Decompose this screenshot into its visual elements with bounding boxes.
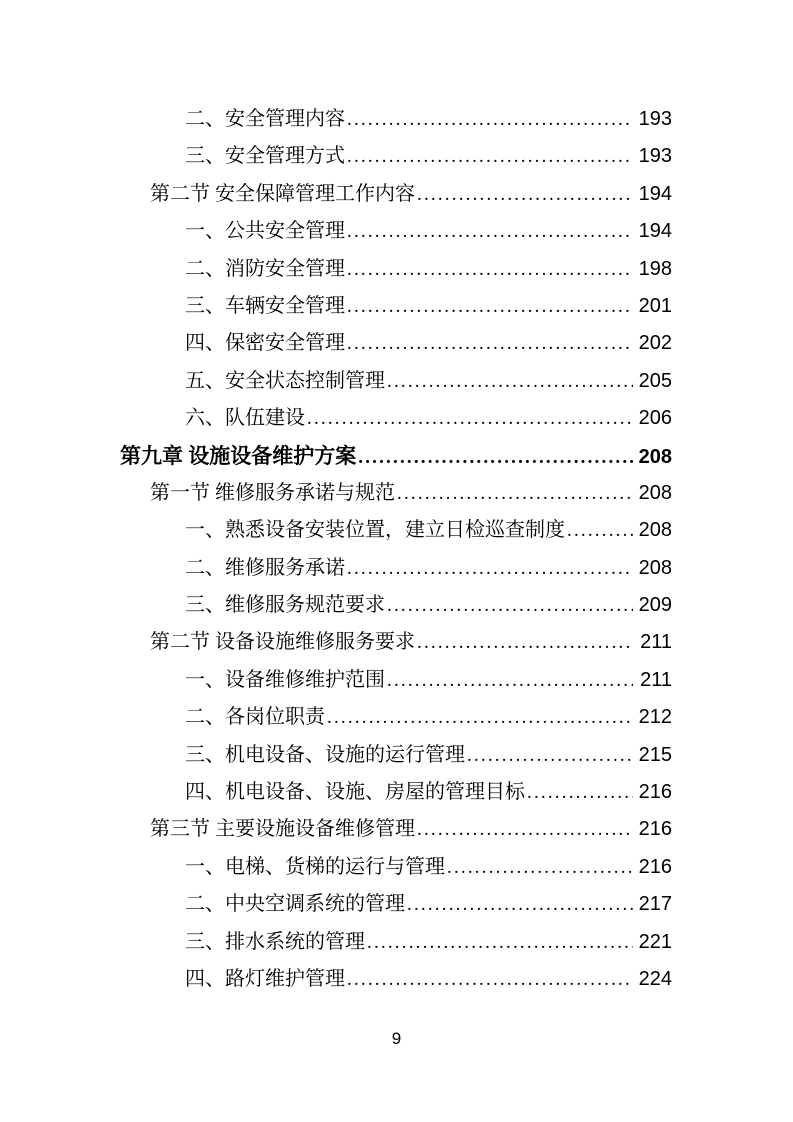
- toc-entry-title: 三、机电设备、设施的运行管理: [185, 743, 465, 766]
- dot-leader: [358, 438, 633, 476]
- toc-entry-page: 216: [638, 781, 672, 804]
- toc-entry[interactable]: [120, 138, 672, 175]
- dot-leader: [417, 176, 633, 213]
- dot-leader: [347, 325, 633, 362]
- toc-entry-page: 209: [638, 594, 672, 617]
- dot-leader: [347, 138, 633, 175]
- toc-entry-title: 第二节 设备设施维修服务要求: [150, 631, 415, 654]
- toc-entry-section[interactable]: [120, 475, 672, 512]
- toc-entry[interactable]: [120, 774, 672, 811]
- toc-entry-title: 四、机电设备、设施、房屋的管理目标: [185, 781, 525, 804]
- toc-entry-page: 202: [638, 332, 672, 355]
- toc-entry-title: 四、保密安全管理: [185, 332, 345, 355]
- toc-entry-title: 二、各岗位职责: [185, 706, 325, 729]
- toc-entry-title: 二、维修服务承诺: [185, 556, 345, 579]
- toc-entry-title: 第九章 设施设备维护方案: [120, 443, 357, 468]
- toc-entry-title: 第三节 主要设施设备维修管理: [150, 818, 415, 841]
- toc-entry-page: 201: [638, 294, 672, 317]
- dot-leader: [527, 774, 633, 811]
- toc-entry-page: 217: [638, 893, 672, 916]
- dot-leader: [347, 251, 633, 288]
- toc-entry-chapter[interactable]: [120, 438, 672, 475]
- toc-entry-page: 211: [640, 631, 672, 654]
- toc-entry-title: 五、安全状态控制管理: [185, 369, 385, 392]
- toc-entry-page: 211: [640, 668, 672, 691]
- toc-entry[interactable]: [120, 101, 672, 138]
- page-number: 9: [391, 1029, 402, 1048]
- dot-leader: [417, 811, 633, 848]
- toc-entry-title: 三、维修服务规范要求: [185, 594, 385, 617]
- toc-entry-section[interactable]: [120, 811, 672, 848]
- toc-entry-page: 194: [638, 182, 672, 205]
- toc-entry-page: 212: [638, 706, 672, 729]
- toc-entry-title: 三、安全管理方式: [185, 145, 345, 168]
- dot-leader: [397, 475, 633, 512]
- dot-leader: [387, 587, 633, 624]
- dot-leader: [417, 624, 633, 661]
- dot-leader: [387, 363, 633, 400]
- toc-entry[interactable]: [120, 737, 672, 774]
- toc-entry-title: 第二节 安全保障管理工作内容: [150, 182, 415, 205]
- toc-entry[interactable]: [120, 288, 672, 325]
- toc-entry-title: 一、公共安全管理: [185, 220, 345, 243]
- dot-leader: [567, 512, 633, 549]
- toc-entry-page: 205: [638, 369, 672, 392]
- toc-entry[interactable]: [120, 400, 672, 437]
- dot-leader: [347, 550, 633, 587]
- toc-entry[interactable]: [120, 587, 672, 624]
- toc-entry[interactable]: [120, 886, 672, 923]
- toc-entry[interactable]: [120, 699, 672, 736]
- toc-entry-title: 一、设备维修维护范围: [185, 668, 385, 691]
- dot-leader: [347, 961, 633, 998]
- toc-entry-title: 二、消防安全管理: [185, 257, 345, 280]
- toc-entry-section[interactable]: [120, 176, 672, 213]
- dot-leader: [347, 288, 633, 325]
- toc-entry-page: 208: [638, 445, 672, 468]
- toc-entry[interactable]: [120, 961, 672, 998]
- toc-entry-title: 第一节 维修服务承诺与规范: [150, 481, 395, 504]
- toc-entry[interactable]: [120, 325, 672, 362]
- dot-leader: [447, 849, 633, 886]
- toc-entry-page: 208: [638, 556, 672, 579]
- toc-entry[interactable]: [120, 213, 672, 250]
- toc-entry-page: 208: [638, 519, 672, 542]
- toc-entry-page: 193: [638, 108, 672, 130]
- toc-entry[interactable]: [120, 662, 672, 699]
- toc-entry[interactable]: [120, 512, 672, 549]
- table-of-contents: [120, 101, 672, 998]
- toc-entry-page: 221: [638, 930, 672, 953]
- toc-entry-title: 三、排水系统的管理: [185, 930, 365, 953]
- toc-entry[interactable]: [120, 924, 672, 961]
- toc-entry-title: 一、电梯、货梯的运行与管理: [185, 855, 445, 878]
- toc-entry[interactable]: [120, 363, 672, 400]
- dot-leader: [387, 662, 633, 699]
- toc-entry[interactable]: [120, 251, 672, 288]
- toc-entry-page: 216: [638, 855, 672, 878]
- toc-entry-page: 206: [638, 407, 672, 430]
- dot-leader: [347, 213, 633, 250]
- toc-entry-title: 二、中央空调系统的管理: [185, 893, 405, 916]
- dot-leader: [407, 886, 633, 923]
- toc-entry-page: 194: [638, 220, 672, 243]
- toc-entry-page: 216: [638, 818, 672, 841]
- dot-leader: [347, 101, 633, 138]
- toc-entry-page: 193: [638, 145, 672, 168]
- toc-entry[interactable]: [120, 849, 672, 886]
- toc-entry-title: 三、车辆安全管理: [185, 294, 345, 317]
- toc-entry-page: 208: [638, 481, 672, 504]
- toc-entry-section[interactable]: [120, 624, 672, 661]
- dot-leader: [467, 737, 633, 774]
- dot-leader: [367, 924, 633, 961]
- toc-entry-title: 一、熟悉设备安装位置，建立日检巡查制度: [185, 519, 565, 542]
- toc-entry-page: 224: [638, 967, 672, 990]
- toc-entry-title: 二、安全管理内容: [185, 108, 345, 130]
- toc-entry-title: 六、队伍建设: [185, 407, 305, 430]
- dot-leader: [307, 400, 633, 437]
- toc-entry-page: 215: [638, 743, 672, 766]
- toc-entry[interactable]: [120, 550, 672, 587]
- toc-entry-title: 四、路灯维护管理: [185, 967, 345, 990]
- dot-leader: [327, 699, 633, 736]
- toc-entry-page: 198: [638, 257, 672, 280]
